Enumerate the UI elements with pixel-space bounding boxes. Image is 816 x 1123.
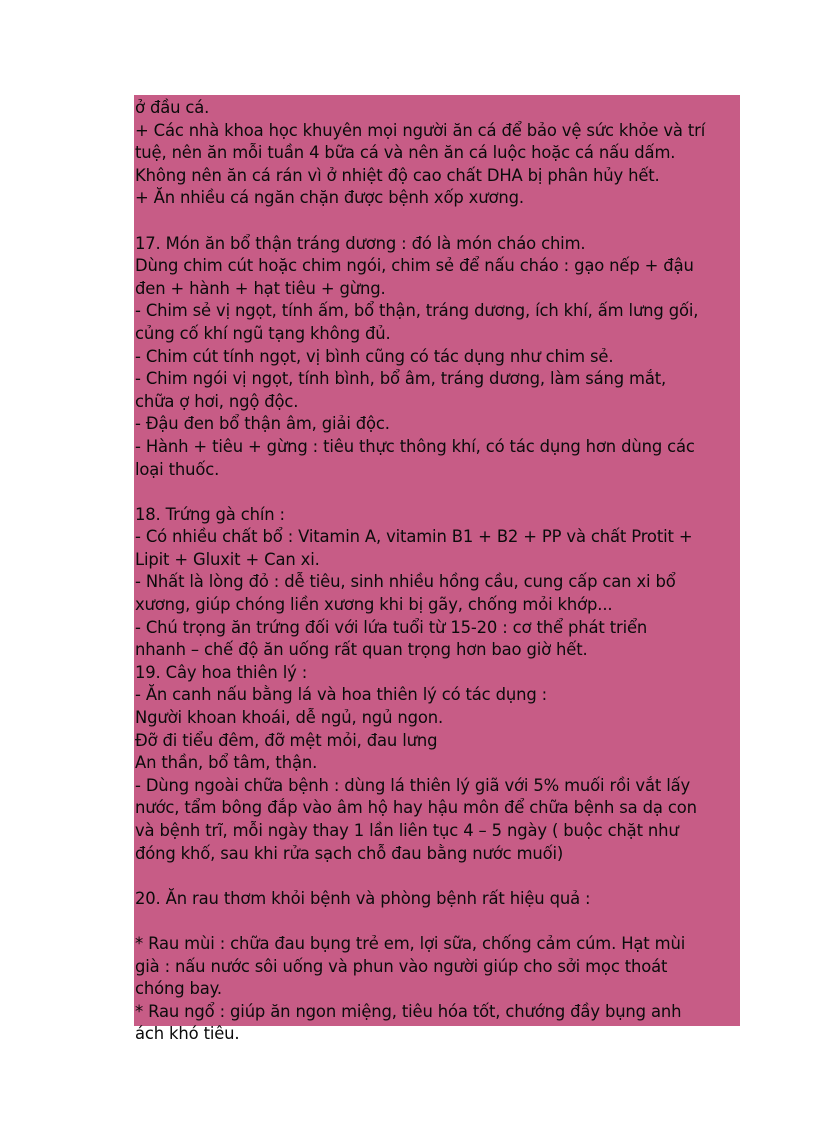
text-line: đen + hành + hạt tiêu + gừng. xyxy=(135,278,386,298)
text-line: và bệnh trĩ, mỗi ngày thay 1 lần liên tục 4 – 5 ngày ( buộc chặt như xyxy=(135,821,679,840)
text-line: + Ăn nhiều cá ngăn chặn được bệnh xốp xương. xyxy=(135,188,524,208)
paragraph-gap xyxy=(135,481,740,504)
text-line: - Chim sẻ vị ngọt, tính ấm, bổ thận, tráng dương, ích khí, ấm lưng gối, xyxy=(135,301,699,321)
text-line: nước, tẩm bông đắp vào âm hộ hay hậu môn để chữa bệnh sa dạ con xyxy=(135,798,697,818)
text-line: củng cố khí ngũ tạng không đủ. xyxy=(135,323,391,343)
text-line: Dùng chim cút hoặc chim ngói, chim sẻ để nấu cháo : gạo nếp + đậu xyxy=(135,256,694,276)
section-heading-18: 18. Trứng gà chín : xyxy=(135,504,285,524)
text-line: - Ăn canh nấu bằng lá và hoa thiên lý có tác dụng : xyxy=(135,685,548,705)
text-line: - Dùng ngoài chữa bệnh : dùng lá thiên lý giã với 5% muối rồi vắt lấy xyxy=(135,775,691,795)
text-line: già : nấu nước sôi uống và phun vào người giúp cho sởi mọc thoát xyxy=(135,956,668,976)
paragraph-gap xyxy=(135,865,740,888)
text-line: + Các nhà khoa học khuyên mọi người ăn cá để bảo vệ sức khỏe và trí xyxy=(135,120,706,140)
paragraph-gap xyxy=(135,910,740,933)
text-line: nhanh – chế độ ăn uống rất quan trọng hơn bao giờ hết. xyxy=(135,640,588,660)
text-line: Đỡ đi tiểu đêm, đỡ mệt mỏi, đau lưng xyxy=(135,730,438,750)
text-line: - Chim ngói vị ngọt, tính bình, bổ âm, tráng dương, làm sáng mắt, xyxy=(135,369,667,389)
text-line: - Chú trọng ăn trứng đối với lứa tuổi từ 15-20 : cơ thể phát triển xyxy=(135,617,648,637)
section-heading-17: 17. Món ăn bổ thận tráng dương : đó là món cháo chim. xyxy=(135,233,586,253)
text-line: tuệ, nên ăn mỗi tuần 4 bữa cá và nên ăn cá luộc hoặc cá nấu dấm. xyxy=(135,143,676,163)
section-heading-19: 19. Cây hoa thiên lý : xyxy=(135,662,308,682)
paragraph-gap xyxy=(135,210,740,233)
text-line: * Rau mùi : chữa đau bụng trẻ em, lợi sữa, chống cảm cúm. Hạt mùi xyxy=(135,933,686,953)
text-line: * Rau ngổ : giúp ăn ngon miệng, tiêu hóa tốt, chướng đầy bụng anh xyxy=(135,1001,682,1021)
text-line: Không nên ăn cá rán vì ở nhiệt độ cao chất DHA bị phân hủy hết. xyxy=(135,165,660,185)
text-line: ách khó tiêu. xyxy=(135,1024,240,1044)
section-heading-20: 20. Ăn rau thơm khỏi bệnh và phòng bệnh rất hiệu quả : xyxy=(135,888,591,908)
text-line: xương, giúp chóng liền xương khi bị gãy, chống mỏi khớp... xyxy=(135,595,613,615)
text-line: loại thuốc. xyxy=(135,459,220,479)
text-line: - Hành + tiêu + gừng : tiêu thực thông khí, có tác dụng hơn dùng các xyxy=(135,436,695,456)
document-text-block xyxy=(134,95,740,1044)
text-line: - Đậu đen bổ thận âm, giải độc. xyxy=(135,414,390,434)
text-line: chóng bay. xyxy=(135,979,222,999)
text-line: đóng khố, sau khi rửa sạch chỗ đau bằng nước muối) xyxy=(135,843,564,863)
text-line: - Chim cút tính ngọt, vị bình cũng có tác dụng như chim sẻ. xyxy=(135,346,614,366)
text-line: ở đầu cá. xyxy=(135,98,210,117)
text-line: An thần, bổ tâm, thận. xyxy=(135,753,318,773)
text-line: - Có nhiều chất bổ : Vitamin A, vitamin B1 + B2 + PP và chất Protit + xyxy=(135,527,693,547)
text-line: chữa ợ hơi, ngộ độc. xyxy=(135,391,299,411)
text-line: Lipit + Gluxit + Can xi. xyxy=(135,549,320,569)
text-line: - Nhất là lòng đỏ : dễ tiêu, sinh nhiều hồng cầu, cung cấp can xi bổ xyxy=(135,572,676,592)
text-line: Người khoan khoái, dễ ngủ, ngủ ngon. xyxy=(135,708,444,728)
